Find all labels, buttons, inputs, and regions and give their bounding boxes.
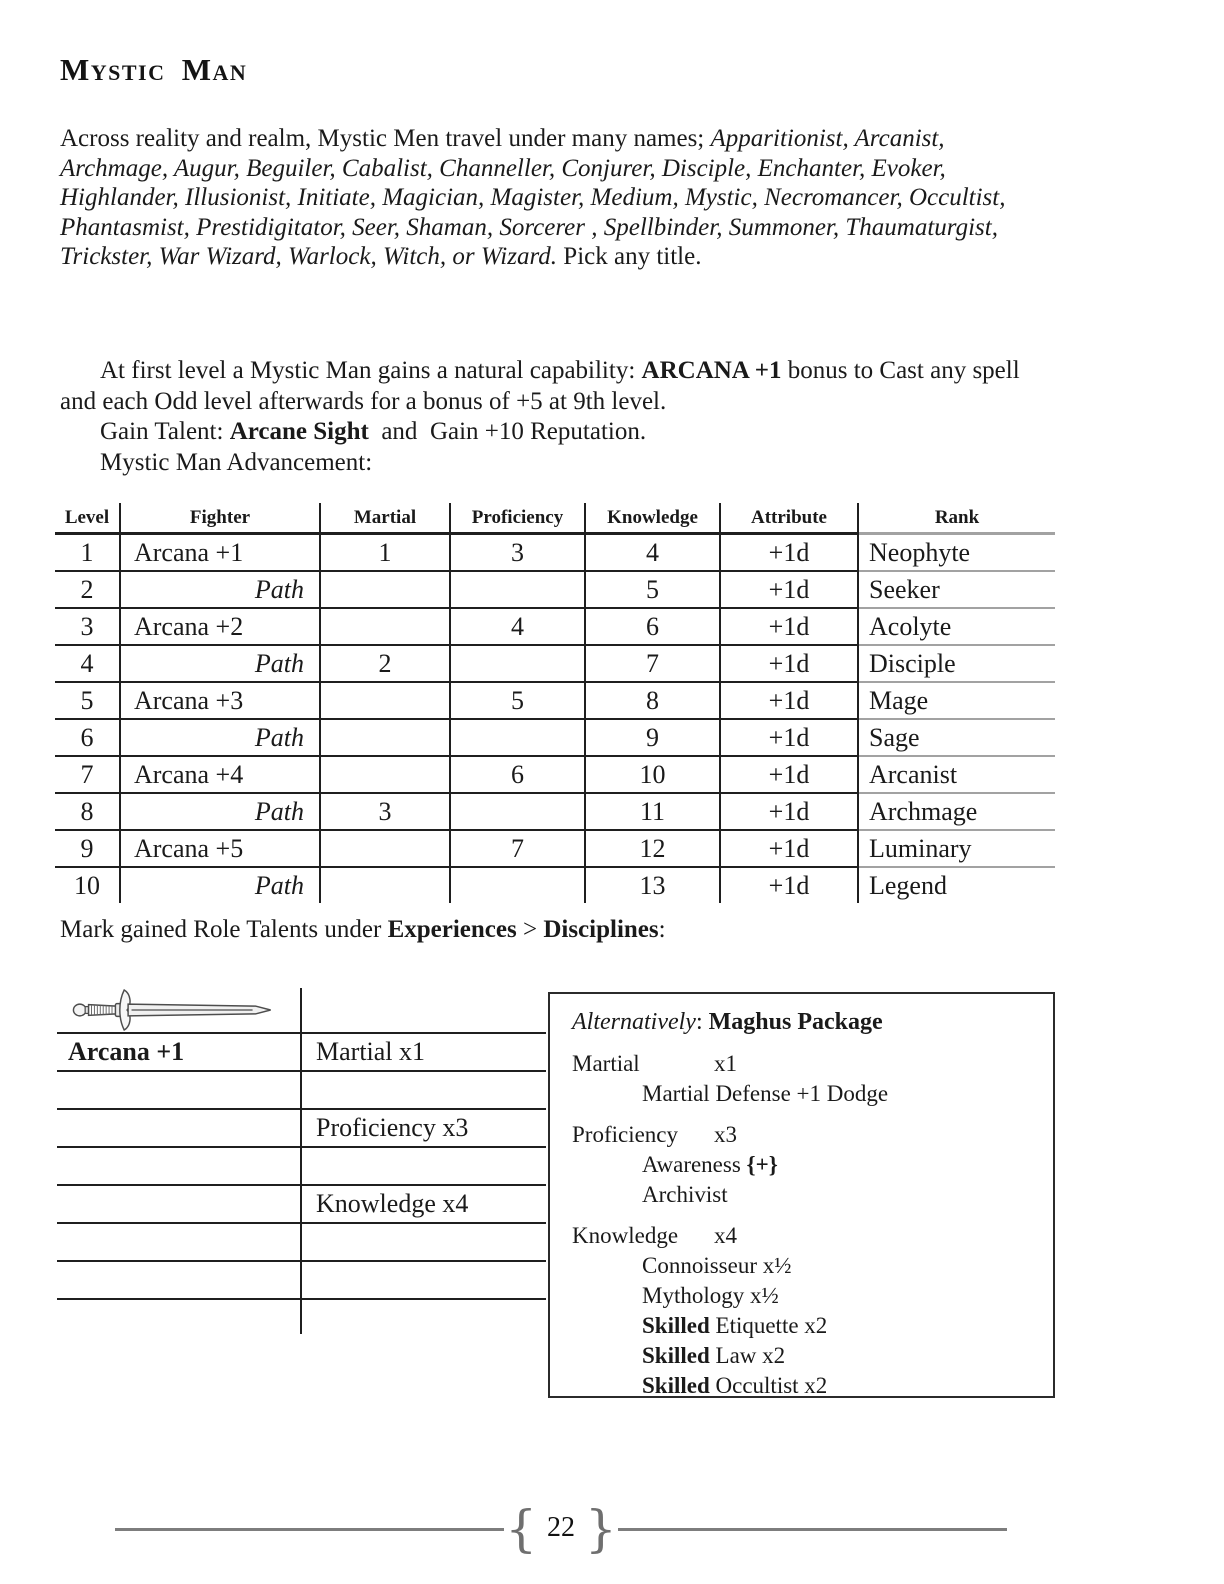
intro-paragraph — [60, 124, 1022, 272]
header-martial: Martial — [320, 503, 450, 534]
maghus-group-knowledge — [572, 1221, 1035, 1401]
role-row — [57, 1262, 546, 1300]
item-bold: Skilled — [642, 1343, 710, 1368]
talent-prefix: Gain Talent: — [100, 418, 230, 445]
header-level: Level — [55, 503, 120, 534]
sword-cell — [57, 988, 302, 1034]
fighter-cell: Arcana +2 — [120, 608, 320, 645]
role-row — [57, 1148, 546, 1186]
knowledge-cell: 12 — [585, 830, 720, 867]
table-row — [55, 867, 1055, 903]
footer-bracket-right: } — [585, 1500, 617, 1558]
attribute-cell: +1d — [720, 645, 858, 682]
knowledge-cell: 5 — [585, 571, 720, 608]
rank-cell: Archmage — [858, 793, 1055, 830]
knowledge-cell: 4 — [585, 534, 720, 572]
proficiency-cell: 3 — [450, 534, 585, 572]
page-footer — [115, 1494, 1007, 1564]
header-attribute: Attribute — [720, 503, 858, 534]
martial-cell: 2 — [320, 645, 450, 682]
fighter-cell: Path — [120, 571, 320, 608]
role-row — [57, 1110, 546, 1148]
table-row — [55, 682, 1055, 719]
disciplines-note — [60, 916, 666, 944]
footer-rule-left — [115, 1528, 504, 1531]
role-row — [57, 1034, 546, 1072]
item-text: Archivist — [642, 1182, 728, 1207]
martial-cell: 3 — [320, 793, 450, 830]
proficiency-cell — [450, 793, 585, 830]
item-text: Connoisseur x½ — [642, 1253, 792, 1278]
ability-paragraph — [60, 356, 1022, 417]
rank-cell: Luminary — [858, 830, 1055, 867]
role-row — [57, 1186, 546, 1224]
attribute-cell: +1d — [720, 608, 858, 645]
level-cell: 2 — [55, 571, 120, 608]
proficiency-cell: 4 — [450, 608, 585, 645]
group-multiplier: x1 — [714, 1051, 737, 1076]
knowledge-cell: 9 — [585, 719, 720, 756]
ability-suffix: bonus to Cast any spell and each Odd level afterwards for a bonus of +5 at 9th level. — [60, 357, 1020, 415]
group-name: Proficiency — [572, 1122, 679, 1147]
knowledge-cell: 7 — [585, 645, 720, 682]
proficiency-cell — [450, 719, 585, 756]
maghus-alternatively: Alternatively — [572, 1009, 696, 1035]
table-row — [55, 608, 1055, 645]
item-post: Occultist x2 — [709, 1373, 828, 1398]
rank-cell: Sage — [858, 719, 1055, 756]
proficiency-cell — [450, 571, 585, 608]
attribute-cell: +1d — [720, 719, 858, 756]
fighter-cell: Arcana +1 — [120, 534, 320, 572]
header-rank: Rank — [858, 503, 1055, 534]
note-prefix: Mark gained Role Talents under — [60, 916, 388, 943]
fighter-cell: Arcana +4 — [120, 756, 320, 793]
level-cell: 1 — [55, 534, 120, 572]
talent-reputation: Gain +10 Reputation. — [429, 418, 647, 445]
rank-cell: Mage — [858, 682, 1055, 719]
maghus-header — [572, 1006, 1035, 1038]
note-separator: > — [516, 916, 544, 943]
fighter-cell: Arcana +3 — [120, 682, 320, 719]
role-left-label: Arcana +1 — [68, 1037, 185, 1066]
page-number: 22 — [547, 1512, 575, 1543]
advancement-table — [55, 503, 1055, 903]
group-item — [572, 1311, 1035, 1341]
group-name: Martial — [572, 1051, 640, 1076]
table-row — [55, 793, 1055, 830]
table-row — [55, 756, 1055, 793]
fighter-cell: Path — [120, 793, 320, 830]
level-cell: 7 — [55, 756, 120, 793]
page-title: Mystic Man — [60, 52, 248, 87]
attribute-cell: +1d — [720, 793, 858, 830]
group-item — [572, 1150, 1035, 1180]
item-post: Etiquette x2 — [709, 1313, 828, 1338]
intro-names-list: Apparitionist, Arcanist, Archmage, Augur, Beguiler, Cabalist, Channeller, Conjurer, Disciple, Enchanter, Evoker, Highlander, Illusionist, Initiate, Magician, Magister, Medium, Mystic, Necromancer, Occultist, Phantasmist, Prestidigitator, Seer, Shaman, Sorcerer , Spellbinder, Summoner, Thaumaturgist, Trickster, War Wizard, Warlock, Witch, or Wizard. — [60, 125, 1006, 270]
martial-cell — [320, 682, 450, 719]
fighter-cell: Path — [120, 645, 320, 682]
footer-rule-right — [618, 1528, 1007, 1531]
martial-cell: 1 — [320, 534, 450, 572]
sword-row — [57, 988, 546, 1034]
proficiency-cell — [450, 867, 585, 903]
knowledge-cell: 13 — [585, 867, 720, 903]
rank-cell: Arcanist — [858, 756, 1055, 793]
header-proficiency: Proficiency — [450, 503, 585, 534]
level-cell: 8 — [55, 793, 120, 830]
martial-cell — [320, 867, 450, 903]
item-bold: {+} — [746, 1152, 778, 1177]
attribute-cell: +1d — [720, 756, 858, 793]
knowledge-cell: 6 — [585, 608, 720, 645]
ability-block — [60, 356, 1022, 478]
role-row — [57, 1224, 546, 1262]
sword-row-right-cell — [302, 988, 546, 1034]
attribute-cell: +1d — [720, 682, 858, 719]
group-name: Knowledge — [572, 1223, 679, 1248]
table-row — [55, 719, 1055, 756]
attribute-cell: +1d — [720, 571, 858, 608]
fighter-cell: Path — [120, 719, 320, 756]
martial-cell — [320, 571, 450, 608]
level-cell: 9 — [55, 830, 120, 867]
martial-cell — [320, 608, 450, 645]
martial-cell — [320, 756, 450, 793]
header-knowledge: Knowledge — [585, 503, 720, 534]
group-name-row — [572, 1049, 1035, 1079]
martial-cell — [320, 719, 450, 756]
group-item — [572, 1371, 1035, 1401]
proficiency-cell: 5 — [450, 682, 585, 719]
talent-name: Arcane Sight — [229, 418, 369, 445]
proficiency-cell: 7 — [450, 830, 585, 867]
knowledge-cell: 11 — [585, 793, 720, 830]
table-row — [55, 830, 1055, 867]
group-name-row — [572, 1120, 1035, 1150]
table-header-row — [55, 503, 1055, 534]
attribute-cell: +1d — [720, 830, 858, 867]
proficiency-cell: 6 — [450, 756, 585, 793]
item-text: Martial Defense +1 Dodge — [642, 1081, 889, 1106]
group-multiplier: x4 — [714, 1223, 737, 1248]
maghus-package-box — [548, 992, 1055, 1398]
role-right-label: Knowledge x4 — [316, 1189, 469, 1218]
item-bold: Skilled — [642, 1373, 710, 1398]
attribute-cell: +1d — [720, 867, 858, 903]
attribute-cell: +1d — [720, 534, 858, 572]
item-text: Awareness — [642, 1152, 747, 1177]
level-cell: 3 — [55, 608, 120, 645]
group-item — [572, 1281, 1035, 1311]
level-cell: 10 — [74, 870, 100, 900]
intro-roman-suffix: Pick any title. — [557, 243, 702, 270]
group-item — [572, 1180, 1035, 1210]
proficiency-cell — [450, 645, 585, 682]
level-cell: 6 — [55, 719, 120, 756]
footer-bracket-left: { — [505, 1500, 537, 1558]
item-post: Law x2 — [709, 1343, 786, 1368]
level-cell: 5 — [55, 682, 120, 719]
knowledge-cell: 10 — [585, 756, 720, 793]
talent-and: and — [368, 418, 430, 445]
role-talents-table — [57, 988, 546, 1334]
fighter-cell: Path — [120, 867, 320, 903]
rank-cell: Legend — [858, 867, 1055, 903]
group-item — [572, 1341, 1035, 1371]
group-name-row — [572, 1221, 1035, 1251]
role-row — [57, 1072, 546, 1110]
ability-prefix: At first level a Mystic Man gains a natural capability: — [100, 357, 642, 384]
rank-cell: Neophyte — [858, 534, 1055, 572]
ability-bonus: ARCANA +1 — [641, 357, 782, 384]
martial-cell — [320, 830, 450, 867]
group-multiplier: x3 — [714, 1122, 737, 1147]
knowledge-cell: 8 — [585, 682, 720, 719]
group-item — [572, 1079, 1035, 1109]
item-text: Mythology x½ — [642, 1283, 779, 1308]
rank-cell: Disciple — [858, 645, 1055, 682]
table-row — [55, 534, 1055, 572]
role-right-label: Proficiency x3 — [316, 1113, 469, 1142]
level-cell: 4 — [55, 645, 120, 682]
role-row — [57, 1300, 546, 1334]
item-bold: Skilled — [642, 1313, 710, 1338]
sword-icon — [71, 988, 276, 1032]
advancement-heading: Mystic Man Advancement: — [100, 448, 373, 476]
maghus-title: Maghus Package — [708, 1009, 883, 1035]
maghus-group-proficiency — [572, 1120, 1035, 1210]
table-row — [55, 645, 1055, 682]
note-experiences: Experiences — [387, 916, 517, 943]
note-disciplines: Disciplines — [543, 916, 659, 943]
group-item — [572, 1251, 1035, 1281]
rank-cell: Acolyte — [858, 608, 1055, 645]
maghus-group-martial — [572, 1049, 1035, 1109]
intro-roman-prefix: Across reality and realm, Mystic Men travel under many names; — [60, 125, 711, 152]
maghus-colon: : — [695, 1009, 709, 1035]
rank-cell: Seeker — [858, 571, 1055, 608]
talent-line — [60, 417, 1022, 448]
note-colon: : — [658, 916, 666, 943]
fighter-cell: Arcana +5 — [120, 830, 320, 867]
role-right-label: Martial x1 — [316, 1037, 426, 1066]
header-fighter: Fighter — [120, 503, 320, 534]
table-row — [55, 571, 1055, 608]
